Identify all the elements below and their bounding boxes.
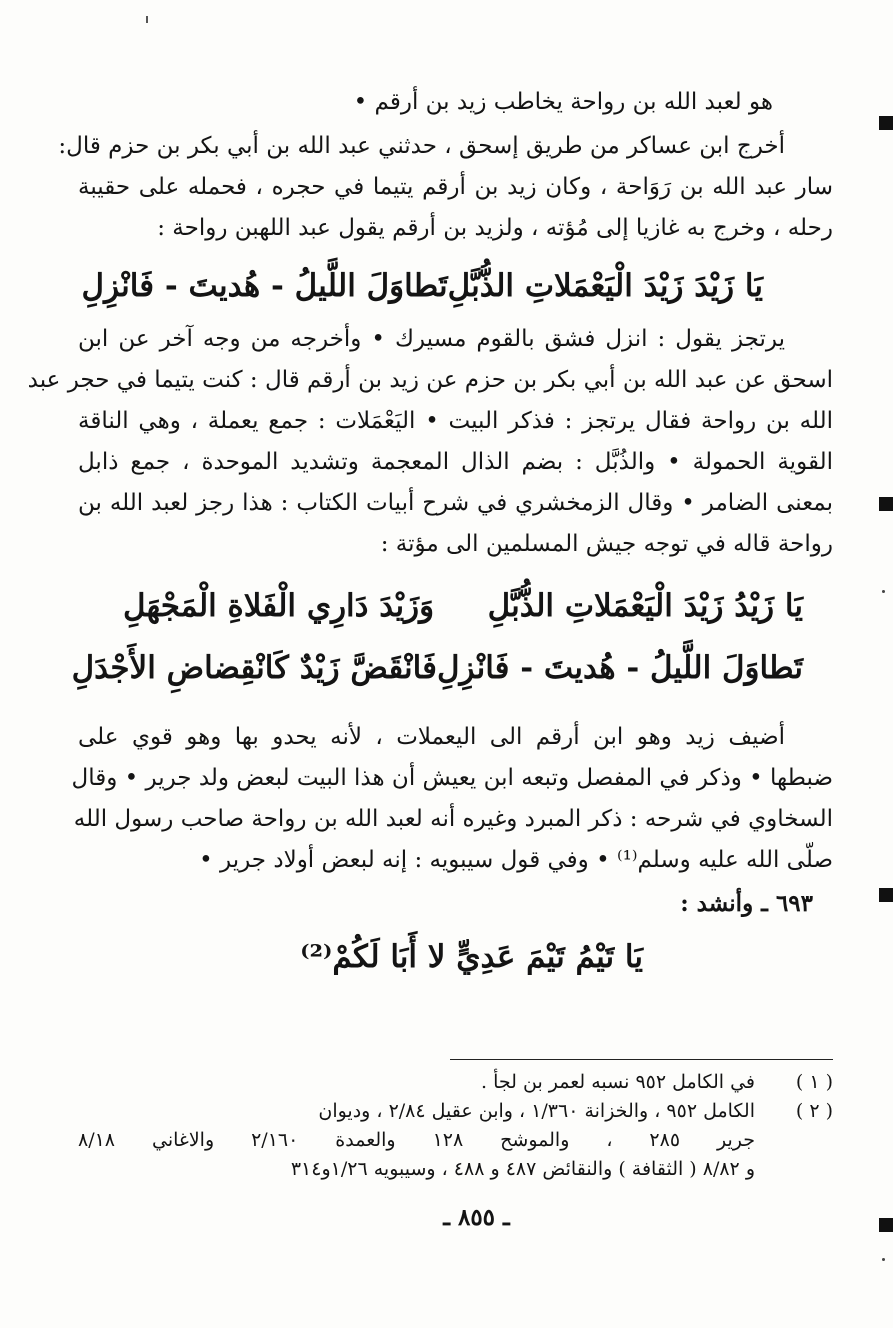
margin-mark (879, 1218, 893, 1232)
paragraph-3 (71, 717, 833, 881)
paragraph-line: ضبطها • وذكر في المفصل وتبعه ابن يعيش أن هذا البيت لبعض ولد جرير • وقال (71, 765, 833, 791)
footnote-number: ( ١ ) (795, 1071, 833, 1093)
paragraph-line: القوية الحمولة • والذُبَّل : بضم الذال المعجمة وتشديد الموحدة ، جمع ذابل (78, 449, 833, 475)
margin-mark (879, 888, 893, 902)
footnotes (78, 1068, 833, 1184)
paragraph-2 (27, 319, 833, 565)
paragraph-line: صلّى الله عليه وسلم⁽¹⁾ • وفي قول سيبويه : إنه لبعض أولاد جرير • (199, 847, 833, 873)
page-number: ـ ٨٥٥ ـ (443, 1204, 510, 1231)
page-body (27, 80, 833, 987)
verse-1 (78, 259, 833, 313)
footnote-text: و ٨/٨٢ ( الثقافة ) والنقائض ٤٨٧ و ٤٨٨ ، وسيبويه ١/٢٦و٣١٤ (290, 1158, 755, 1180)
footnote-text: في الكامل ٩٥٢ نسبه لعمر بن لجأ . (481, 1071, 755, 1093)
verse-line (78, 579, 833, 633)
verse-hemistich: يَا زَيْدُ زَيْدَ الْيَعْمَلاتِ الذُّبَّلِ (487, 588, 803, 624)
paragraph-line: السخاوي في شرحه : ذكر المبرد وغيره أنه لعبد الله بن رواحة صاحب رسول الله (73, 806, 833, 832)
scan-mark (146, 16, 148, 23)
margin-speck (882, 590, 885, 593)
footnote-2 (78, 1097, 833, 1126)
verse-3: يَا تَيْمُ تَيْمَ عَدِيٍّ لا أَبَا لَكُمْ⁽²⁾ (300, 939, 643, 975)
paragraph-line: رحله ، وخرج به غازيا إلى مُؤته ، ولزيد بن أرقم يقول عبد اللهبن رواحة : (157, 215, 833, 241)
margin-speck (882, 1258, 885, 1261)
paragraph-line: اسحق عن عبد الله بن أبي بكر بن حزم عن زيد بن أرقم قال : كنت يتيما في حجر عبد (27, 367, 833, 393)
paragraph-line: رواحة قاله في توجه جيش المسلمين الى مؤتة : (380, 531, 833, 557)
verse-hemistich: يَا زَيْدَ زَيْدَ الْيَعْمَلاتِ الذُّبَّلِ (447, 268, 763, 304)
paragraph-1 (58, 126, 833, 249)
paragraph-line: أضيف زيد وهو ابن أرقم الى اليعملات ، لأنه يحدو بها وهو قوي على (78, 724, 785, 750)
footnote-1 (78, 1068, 833, 1097)
verse-hemistich: وَزَيْدَ دَارِي الْفَلاةِ الْمَجْهَلِ (123, 588, 435, 624)
verse-hemistich: تَطاوَلَ اللَّيلُ - هُديتَ - فَانْزِلِ (436, 650, 803, 686)
paragraph-line: يرتجز يقول : انزل فشق بالقوم مسيرك • وأخرجه من وجه آخر عن ابن (78, 326, 785, 352)
footnote-text: الكامل ٩٥٢ ، والخزانة ١/٣٦٠ ، وابن عقيل ٢/٨٤ ، وديوان (318, 1100, 755, 1122)
paragraph-line: الله بن رواحة فقال يرتجز : فذكر البيت • اليَعْمَلات : جمع يعملة ، وهي الناقة (78, 408, 833, 434)
footnote-number: ( ٢ ) (795, 1100, 833, 1122)
verse-hemistich: فَانْقَضَّ زَيْدٌ كَانْقِضاضِ الأَجْدَلِ (71, 650, 437, 686)
verse-2 (71, 579, 833, 695)
margin-mark (879, 116, 893, 130)
paragraph-line: أخرج ابن عساكر من طريق إسحق ، حدثني عبد الله بن أبي بكر بن حزم قال: (58, 133, 785, 159)
footnote-divider (450, 1059, 833, 1060)
verse-line (71, 641, 833, 695)
intro-line: هو لعبد الله بن رواحة يخاطب زيد بن أرقم • (353, 89, 773, 115)
poem-number-heading: ٦٩٣ ـ وأنشد : (680, 890, 813, 917)
margin-mark (879, 497, 893, 511)
footnote-text: جرير ٢٨٥ ، والموشح ١٢٨ والعمدة ٢/١٦٠ والاغاني ٨/١٨ (78, 1129, 756, 1151)
verse-hemistich: تَطاوَلَ اللَّيلُ - هُديتَ - فَانْزِلِ (81, 268, 448, 304)
paragraph-line: سار عبد الله بن رَوَاحة ، وكان زيد بن أرقم يتيما في حجره ، فحمله على حقيبة (78, 174, 833, 200)
paragraph-line: بمعنى الضامر • وقال الزمخشري في شرح أبيات الكتاب : هذا رجز لعبد الله بن (78, 490, 833, 516)
